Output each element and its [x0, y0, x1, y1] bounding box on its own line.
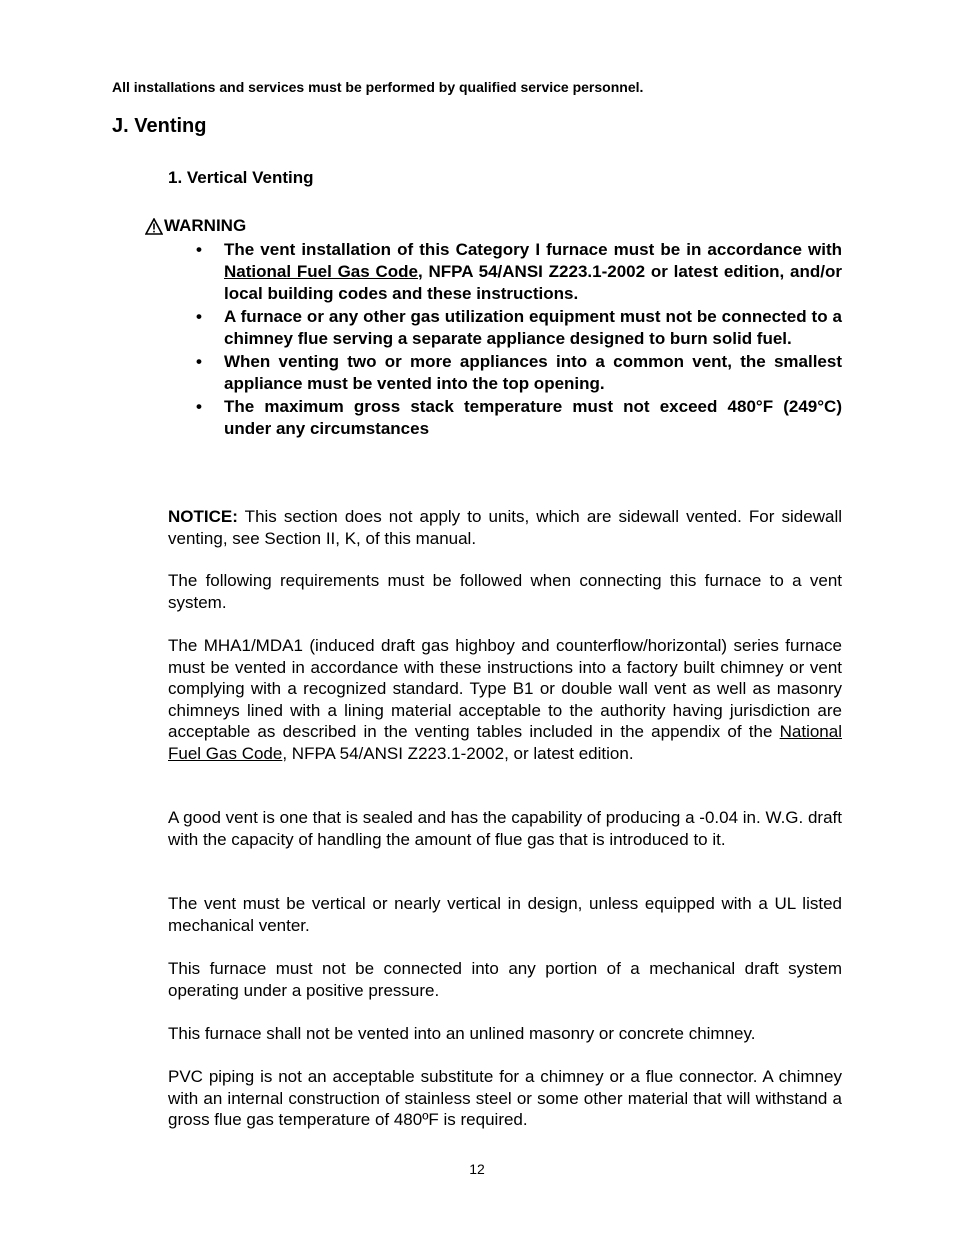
national-fuel-gas-code-reference: National Fuel Gas Code — [224, 262, 418, 281]
warning-item-text: The maximum gross stack temperature must not exceed 480°F (249°C) under any circumstances — [224, 397, 842, 438]
subsection-title: 1. Vertical Venting — [168, 168, 314, 187]
national-fuel-gas-code-reference: National Fuel Gas Code — [168, 722, 842, 763]
bullet: • — [196, 240, 202, 259]
warning-list — [196, 239, 842, 441]
section-title: J. Venting — [112, 115, 207, 137]
notice-text: This section does not apply to units, which are sidewall vented. For sidewall venting, see Section II, K, of this manual. — [168, 507, 842, 548]
pvc-paragraph: PVC piping is not an acceptable substitute for a chimney or a flue connector. A chimney with an internal construction of stainless steel or some other material that will withstand a gross flue gas temperature of 480ºF is required. — [168, 1067, 842, 1129]
bullet: • — [196, 307, 202, 326]
header-note: All installations and services must be performed by qualified service personnel. — [112, 79, 644, 95]
bullet: • — [196, 397, 202, 416]
requirements-paragraph: The following requirements must be followed when connecting this furnace to a vent system. — [168, 571, 842, 612]
mha1-text: , NFPA 54/ANSI Z223.1-2002, or latest edition. — [282, 743, 634, 763]
unlined-chimney-paragraph: This furnace shall not be vented into an unlined masonry or concrete chimney. — [168, 1024, 756, 1043]
bullet: • — [196, 352, 202, 371]
warning-item-text: The vent installation of this Category I furnace must be in accordance with — [224, 240, 842, 259]
warning-item — [196, 239, 842, 305]
notice-label: NOTICE: — [168, 507, 238, 526]
warning-item-text: When venting two or more appliances into a common vent, the smallest appliance must be vented into the top opening. — [224, 352, 842, 393]
warning-item — [196, 351, 842, 395]
warning-item-text: A furnace or any other gas utilization equipment must not be connected to a chimney flue serving a separate appliance designed to burn solid fuel. — [224, 307, 842, 348]
warning-item — [196, 306, 842, 350]
mechanical-draft-paragraph: This furnace must not be connected into any portion of a mechanical draft system operating under a positive pressure. — [168, 959, 842, 1000]
warning-item — [196, 396, 842, 440]
warning-triangle-icon — [145, 218, 163, 235]
page-number: 12 — [469, 1161, 485, 1177]
mha1-paragraph — [168, 635, 842, 764]
mha1-text: The MHA1/MDA1 (induced draft gas highboy and counterflow/horizontal) series furnace must be vented in accordance with these instructions into a factory built chimney or vent complying with a recognized standard. Type B1 or double wall vent as well as masonry chimneys lined with a lining material acceptable to the authority having jurisdiction are acceptable as described in the venting tables included in the appendix of the — [168, 636, 842, 741]
warning-item-text: , NFPA 54/ANSI Z223.1-2002 or latest edition, and/or local building codes and these instructions. — [224, 262, 842, 303]
warning-label: WARNING — [164, 216, 247, 235]
good-vent-paragraph: A good vent is one that is sealed and has the capability of producing a -0.04 in. W.G. draft with the capacity of handling the amount of flue gas that is introduced to it. — [168, 808, 842, 849]
warning-heading — [145, 216, 246, 236]
vertical-vent-paragraph: The vent must be vertical or nearly vertical in design, unless equipped with a UL listed mechanical venter. — [168, 894, 842, 935]
notice-paragraph — [168, 506, 842, 549]
